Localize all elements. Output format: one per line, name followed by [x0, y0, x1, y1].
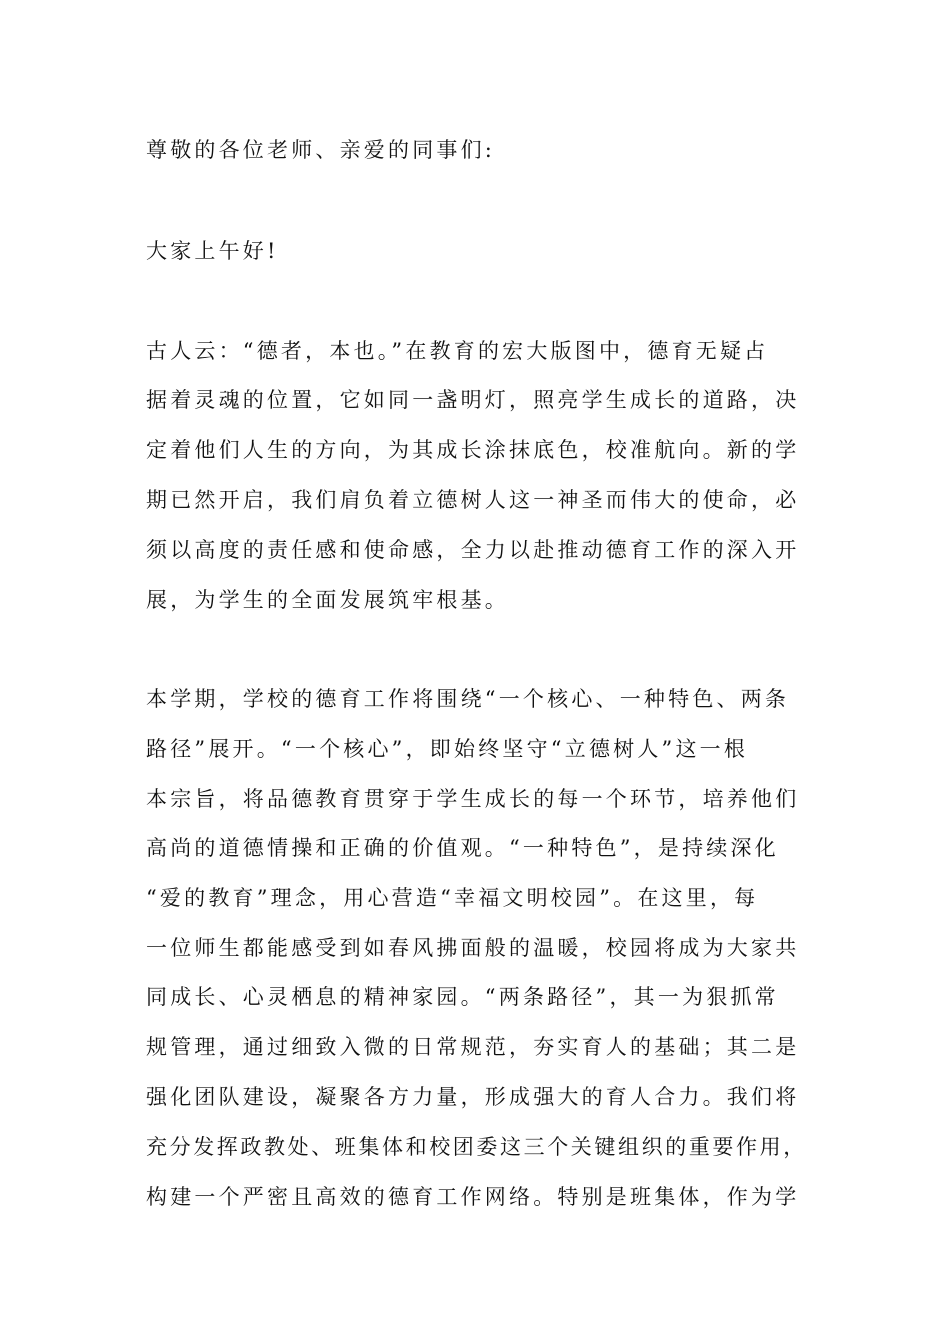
- paragraph-line: 构建一个严密且高效的德育工作网络。特别是班集体，作为学: [146, 1185, 800, 1209]
- paragraph-line: 本学期，学校的德育工作将围绕“一个核心、一种特色、两条: [146, 687, 790, 711]
- paragraph-line: 据着灵魂的位置，它如同一盏明灯，照亮学生成长的道路，决: [146, 388, 800, 412]
- paragraph-line: 古人云：“德者，本也。”在教育的宏大版图中，德育无疑占: [146, 339, 769, 363]
- paragraph-line: 本宗旨，将品德教育贯穿于学生成长的每一个环节，培养他们: [146, 787, 800, 811]
- paragraph-line: 路径”展开。“一个核心”，即始终坚守“立德树人”这一根: [146, 737, 749, 761]
- paragraph-line: “爱的教育”理念，用心营造“幸福文明校园”。在这里，每: [146, 886, 759, 910]
- salutation-line: 大家上午好!: [146, 239, 279, 263]
- paragraph-line: 强化团队建设，凝聚各方力量，形成强大的育人合力。我们将: [146, 1085, 800, 1109]
- paragraph-line: 规管理，通过细致入微的日常规范，夯实育人的基础；其二是: [146, 1035, 800, 1059]
- greeting-line: 尊敬的各位老师、亲爱的同事们:: [146, 138, 496, 162]
- paragraph-line: 一位师生都能感受到如春风拂面般的温暖，校园将成为大家共: [146, 936, 800, 960]
- paragraph-line: 同成长、心灵栖息的精神家园。“两条路径”，其一为狠抓常: [146, 985, 779, 1009]
- paragraph-line: 须以高度的责任感和使命感，全力以赴推动德育工作的深入开: [146, 538, 800, 562]
- paragraph-line: 定着他们人生的方向，为其成长涂抹底色，校准航向。新的学: [146, 438, 800, 462]
- paragraph-line: 期已然开启，我们肩负着立德树人这一神圣而伟大的使命，必: [146, 488, 800, 512]
- paragraph-line: 充分发挥政教处、班集体和校团委这三个关键组织的重要作用，: [146, 1135, 807, 1159]
- paragraph-line: 展，为学生的全面发展筑牢根基。: [146, 588, 509, 612]
- paragraph-line: 高尚的道德情操和正确的价值观。“一种特色”，是持续深化: [146, 836, 779, 860]
